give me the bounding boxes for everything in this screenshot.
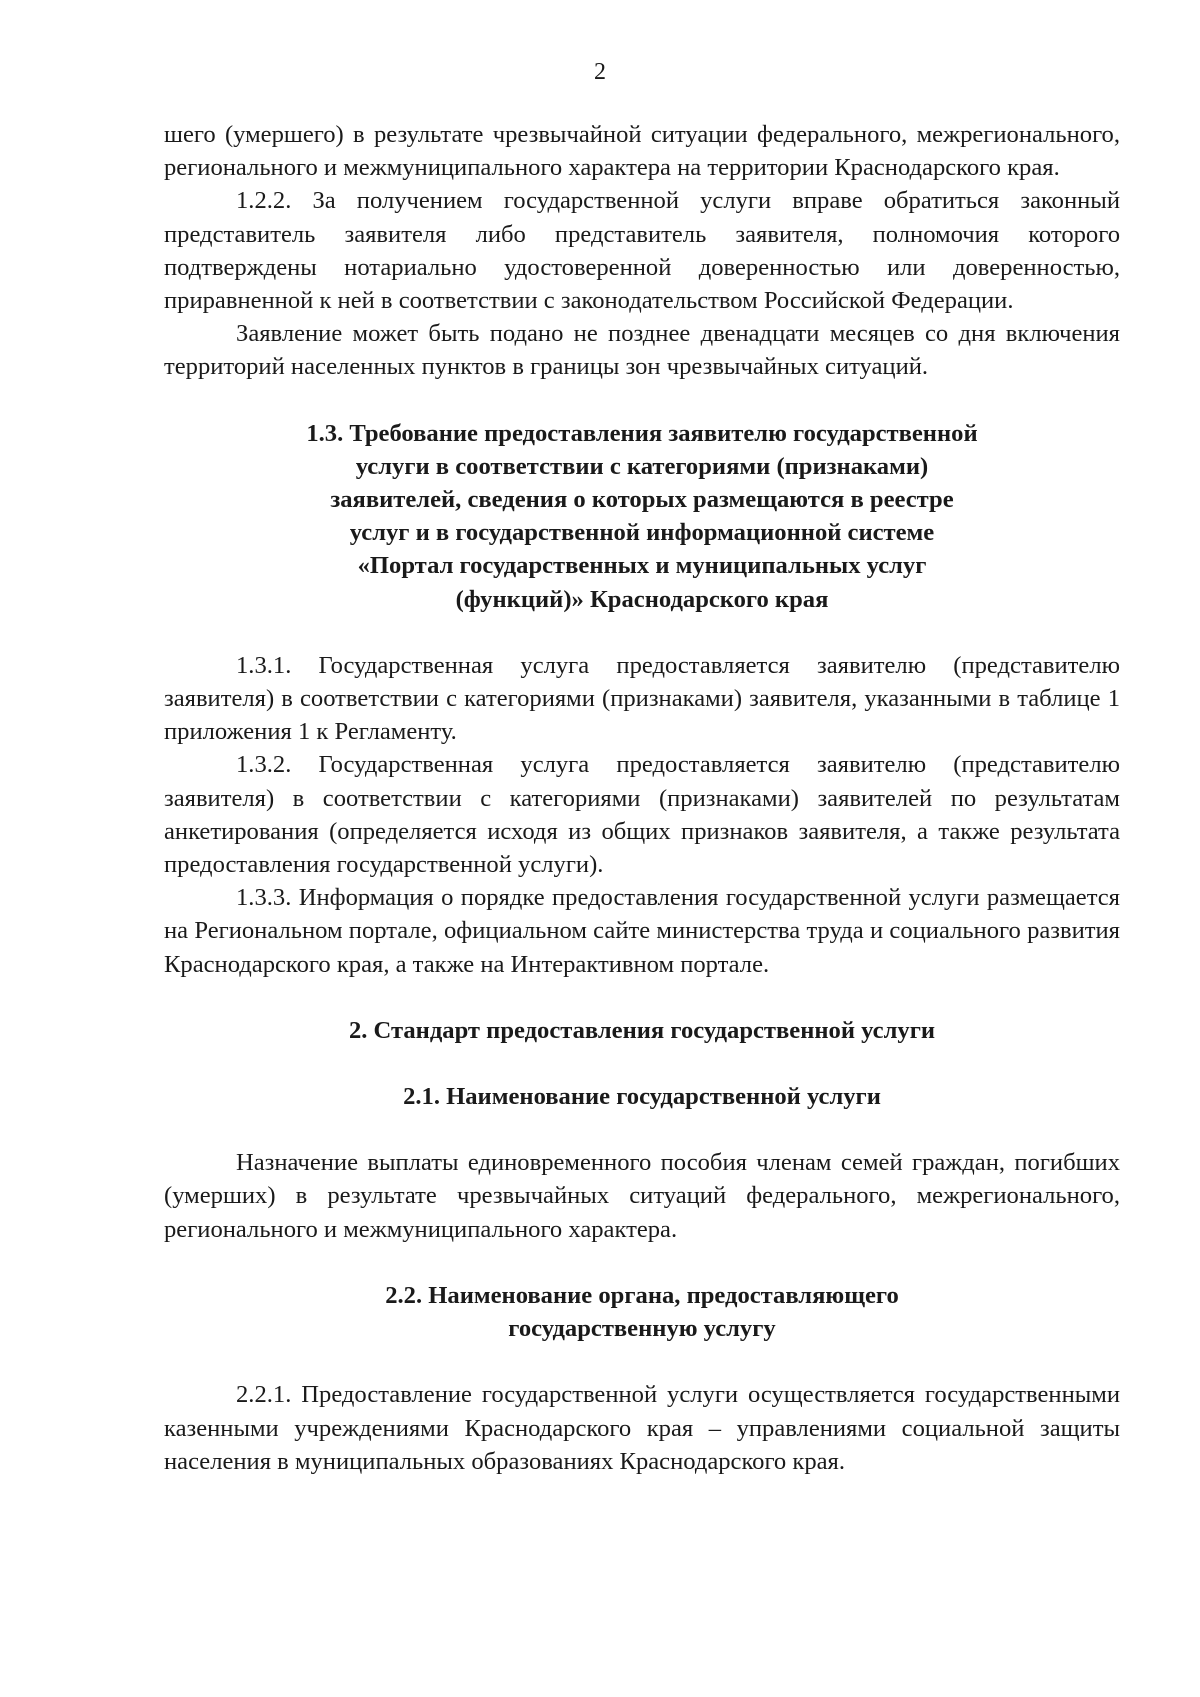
paragraph-1-3-2: 1.3.2. Государственная услуга предоставляется заявителю (представителю заявителя) в соответствии с категориями (признаками) заявителей по результатам анкетирования (определяется исходя из общих признаков заявителя, а также результата предоставления государственной услуги).	[164, 751, 1120, 879]
heading-1-3	[164, 417, 1120, 616]
paragraph-2-1: Назначение выплаты единовременного пособия членам семей граждан, погибших (умерших) в результате чрезвычайных ситуаций федерального, межрегионального, регионального и межмуниципального характера.	[164, 1149, 1120, 1243]
document-body	[164, 118, 1120, 1478]
heading-1-3-line: «Портал государственных и муниципальных услуг	[357, 552, 927, 580]
heading-1-3-line: услуги в соответствии с категориями (признаками)	[355, 452, 929, 480]
paragraph-1-2-2: 1.2.2. За получением государственной услуги вправе обратиться законный представитель заявителя либо представитель заявителя, полномочия которого подтверждены нотариально удостоверенной доверенностью или доверенностью, приравненной к ней в соответствии с законодательством Российской Федерации.	[164, 187, 1120, 315]
paragraph-2-2-1: 2.2.1. Предоставление государственной услуги осуществляется государственными казенными учреждениями Краснодарского края – управлениями социальной защиты населения в муниципальных образованиях Краснодарского края.	[164, 1381, 1120, 1475]
heading-2: 2. Стандарт предоставления государственной услуги	[348, 1016, 936, 1044]
paragraph-application-deadline: Заявление может быть подано не позднее двенадцати месяцев со дня включения территорий населенных пунктов в границы зон чрезвычайных ситуаций.	[164, 320, 1120, 381]
heading-2-1: 2.1. Наименование государственной услуги	[403, 1083, 881, 1111]
paragraph-continuation: шего (умершего) в результате чрезвычайной ситуации федерального, межрегионального, регионального и межмуниципального характера на территории Краснодарского края.	[164, 121, 1120, 182]
paragraph-1-3-1: 1.3.1. Государственная услуга предоставляется заявителю (представителю заявителя) в соответствии с категориями (признаками) заявителя, указанными в таблице 1 приложения 1 к Регламенту.	[164, 651, 1120, 746]
heading-1-3-line: заявителей, сведения о которых размещаются в реестре	[330, 486, 954, 514]
paragraph-1-3-3: 1.3.3. Информация о порядке предоставления государственной услуги размещается на Региональном портале, официальном сайте министерства труда и социального развития Краснодарского края, а также на Интерактивном портале.	[164, 884, 1120, 978]
heading-1-3-line: 1.3. Требование предоставления заявителю государственной	[306, 419, 978, 447]
heading-2-2	[164, 1279, 1120, 1345]
heading-1-3-line: услуг и в государственной информационной системе	[349, 519, 935, 547]
page-number: 2	[594, 59, 606, 85]
heading-1-3-line: (функций)» Краснодарского края	[455, 585, 829, 613]
heading-2-2-line: государственную услугу	[508, 1315, 776, 1343]
heading-2-2-line: 2.2. Наименование органа, предоставляющего	[385, 1281, 899, 1309]
